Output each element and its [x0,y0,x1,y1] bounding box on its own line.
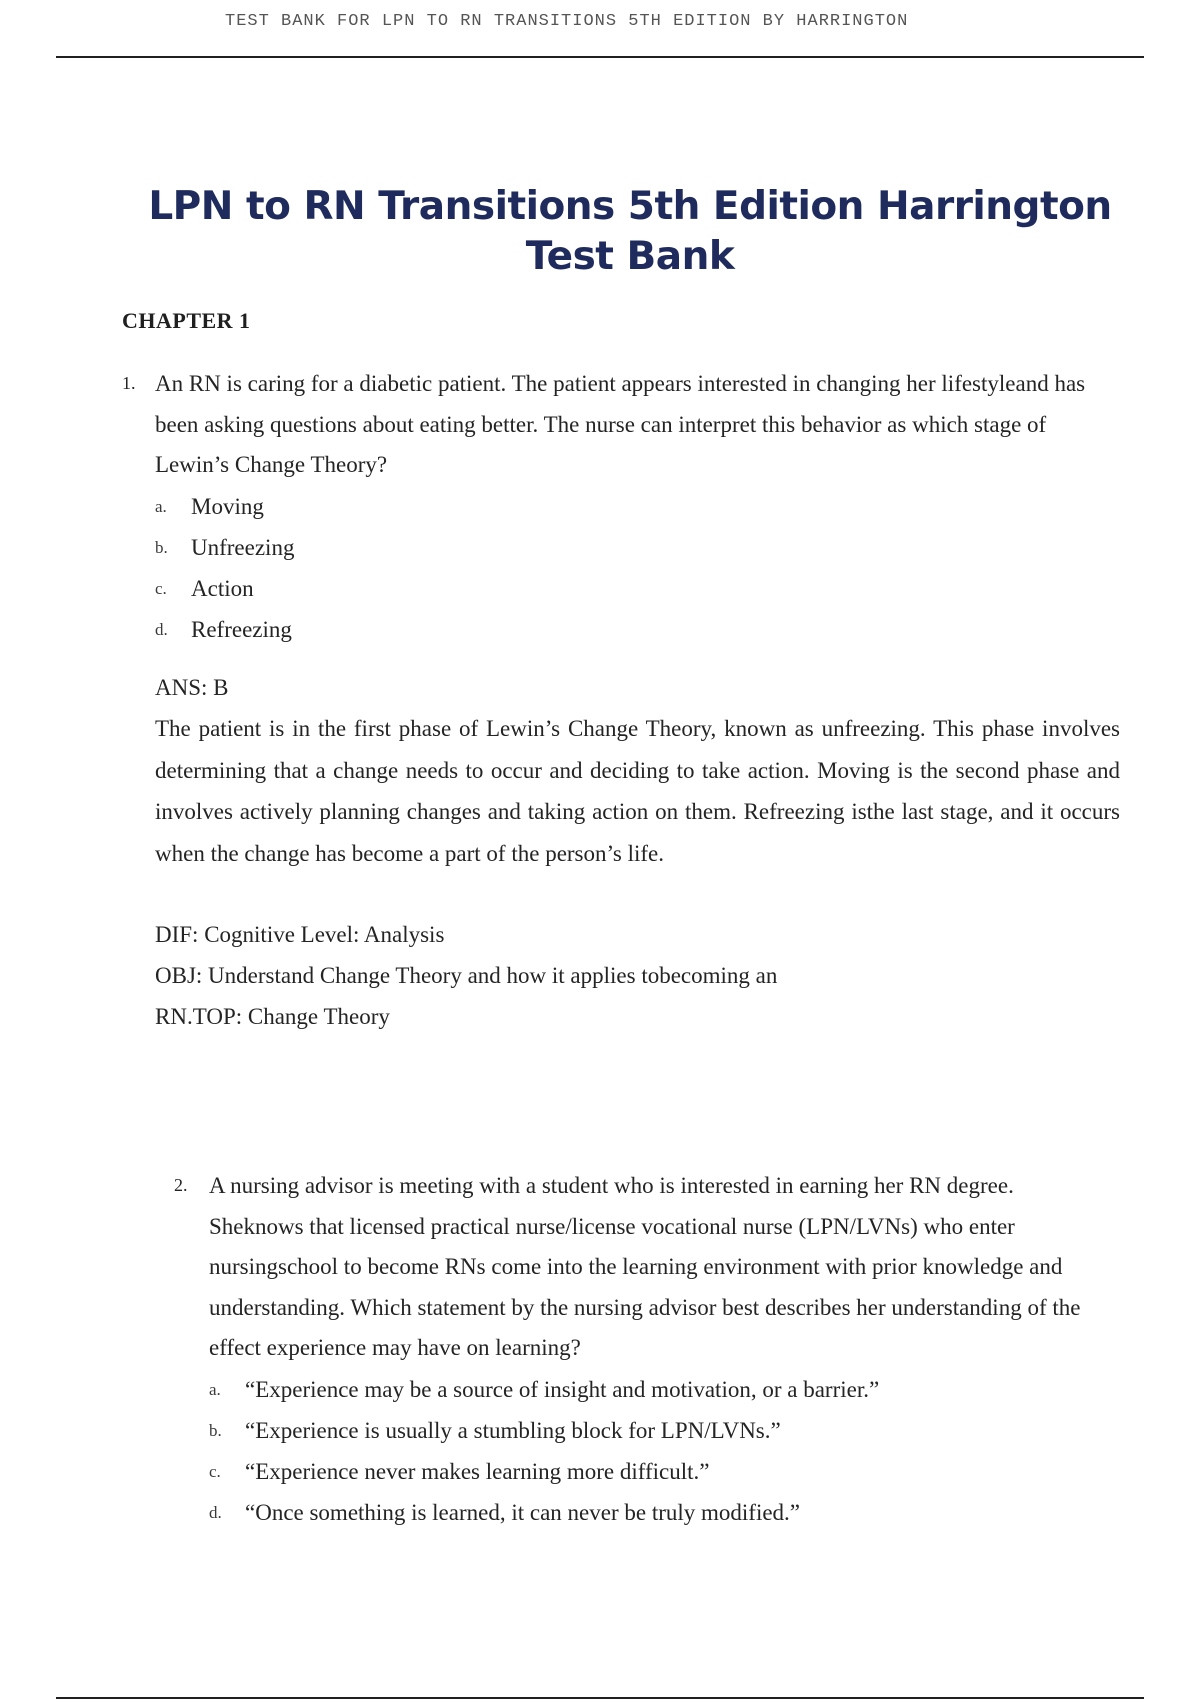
choice-list [155,486,1122,650]
choice-text: “Experience may be a source of insight and motivation, or a barrier.” [245,1376,880,1402]
choice-text: Refreezing [191,616,292,642]
question-stem: A nursing advisor is meeting with a student who is interested in earning her RN degree. Sheknows that licensed practical nurse/license vocational nurse (LPN/LVNs) who enter nursingschool to become RNs come into the learning environment with prior knowledge and understanding. Which statement by the nursing advisor best describes her understanding of the effect experience may have on learning? [209,1173,1081,1360]
running-header: TEST BANK FOR LPN TO RN TRANSITIONS 5TH EDITION BY HARRINGTON [225,12,909,31]
footer-divider [56,1697,1144,1699]
choice-letter: c. [155,578,167,598]
chapter-heading: CHAPTER 1 [122,308,251,333]
choice-letter: a. [155,496,167,516]
topic: RN.TOP: Change Theory [155,1004,390,1029]
choice-letter: a. [209,1379,221,1399]
difficulty-level: DIF: Cognitive Level: Analysis [155,922,445,947]
choice-d [155,609,1122,650]
choice-text: Unfreezing [191,534,295,560]
answer-key: ANS: B [155,675,229,700]
question-number: 2. [174,1175,188,1195]
choice-text: “Once something is learned, it can never be truly modified.” [245,1499,800,1525]
question-2 [174,1166,1104,1533]
question-stem: An RN is caring for a diabetic patient. The patient appears interested in changing her lifestyleand has been asking questions about eating better. The nurse can interpret this behavior as which stage of Lewin’s Change Theory? [155,371,1086,477]
choice-letter: d. [209,1502,222,1522]
choice-letter: d. [155,619,168,639]
choice-c [155,568,1122,609]
choice-letter: b. [155,537,168,557]
choice-letter: b. [209,1420,222,1440]
objective: OBJ: Understand Change Theory and how it applies tobecoming an [155,963,778,988]
choice-a [209,1369,1104,1410]
choice-text: Action [191,575,254,601]
choice-d [209,1492,1104,1533]
choice-list [209,1369,1104,1533]
header-divider [56,56,1144,58]
answer-section [155,668,1120,1037]
choice-text: Moving [191,493,264,519]
choice-text: “Experience is usually a stumbling block for LPN/LVNs.” [245,1417,781,1443]
choice-b [209,1410,1104,1451]
document-title: LPN to RN Transitions 5th Edition Harrington Test Bank [148,184,1112,279]
choice-c [209,1451,1104,1492]
choice-a [155,486,1122,527]
rationale: The patient is in the first phase of Lewin’s Change Theory, known as unfreezing. This phase involves determining that a change needs to occur and deciding to take action. Moving is the second phase and involves actively planning changes and taking action on them. Refreezing isthe last stage, and it occurs when the change has become a part of the person’s life. [155,716,1120,866]
question-number: 1. [122,373,136,393]
question-1 [122,364,1122,650]
choice-b [155,527,1122,568]
choice-letter: c. [209,1461,221,1481]
choice-text: “Experience never makes learning more difficult.” [245,1458,710,1484]
